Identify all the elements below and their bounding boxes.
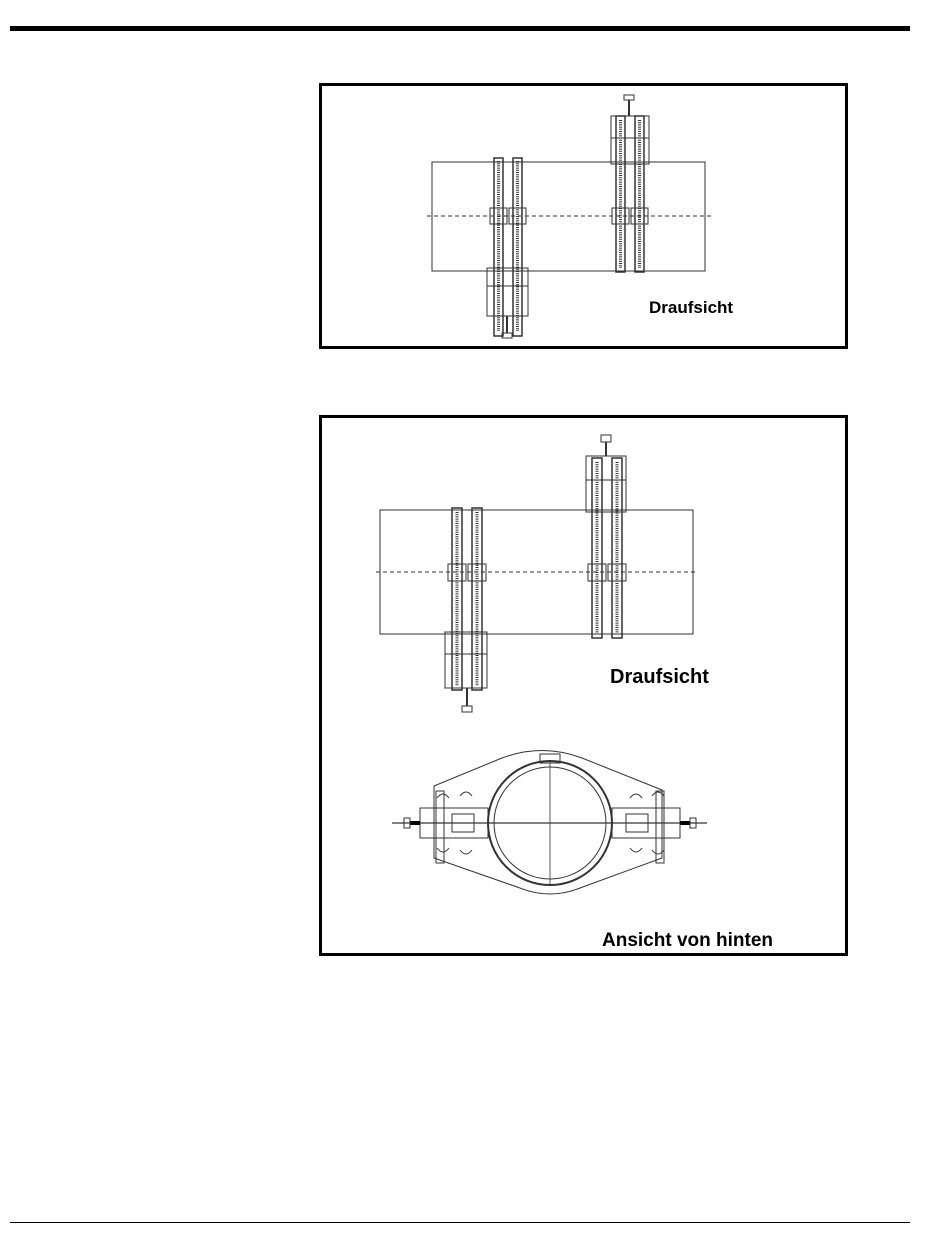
caption-top-view: Draufsicht — [649, 298, 734, 317]
caption-rear-view: Ansicht von hinten — [602, 930, 773, 951]
rear-view — [392, 751, 707, 895]
figure-top-and-rear-view — [319, 415, 848, 956]
caption-top-view: Draufsicht — [610, 666, 709, 688]
clamp-right — [586, 435, 626, 638]
footer-rule — [10, 1222, 910, 1223]
clamp-left — [487, 158, 528, 338]
clamp-right — [611, 95, 649, 272]
header-rule — [10, 26, 910, 31]
top-view-drawing — [322, 86, 845, 346]
clamp-left — [445, 508, 487, 712]
figure-top-view — [319, 83, 848, 349]
top-and-rear-view-drawing — [322, 418, 845, 953]
